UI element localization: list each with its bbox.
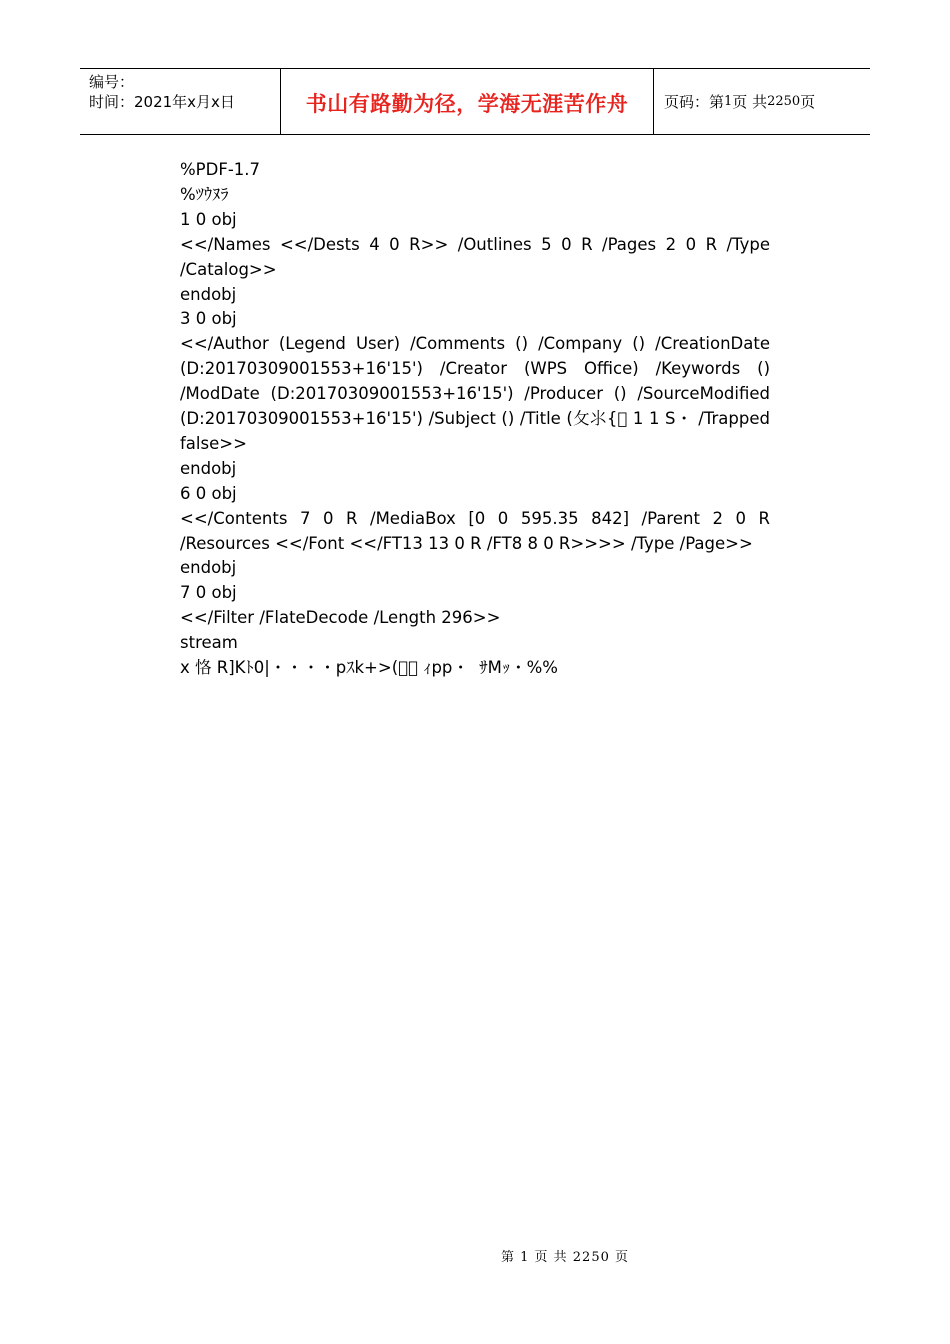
text-line: 6 0 obj xyxy=(180,483,237,503)
text-line: /Catalog>> xyxy=(180,259,277,279)
text-line: (D:20170309001553+16'15') /Subject () /Title (⺙⺢{  1 1 S・ /Trapped xyxy=(180,409,770,428)
text-line: 7 0 obj xyxy=(180,583,237,603)
text-line: 3 0 obj xyxy=(180,309,237,329)
text-line: x 恪 R]Kﾄ0|・・・・pｽk+>(   ｨpp・ ｻMｯ・%% xyxy=(180,658,558,678)
text-line: stream xyxy=(180,633,238,653)
text-line: endobj xyxy=(180,558,237,578)
header-motto-cell xyxy=(281,69,654,134)
text-line: false>> xyxy=(180,433,247,453)
text-line: /Resources <</Font <</FT13 13 0 R /FT8 8 0 R>>>> /Type /Page>> xyxy=(180,533,753,553)
text-line: /ModDate (D:20170309001553+16'15') /Producer () /SourceModified xyxy=(180,384,770,404)
page-suffix: 页 xyxy=(800,93,816,111)
serial-label: 编号： xyxy=(89,73,135,91)
text-line: <</Author (Legend User) /Comments () /Company () /CreationDate xyxy=(180,334,770,354)
text-line: <</Names <</Dests 4 0 R>> /Outlines 5 0 R /Pages 2 0 R /Type xyxy=(180,234,770,254)
text-line: <</Contents 7 0 R /MediaBox [0 0 595.35 842] /Parent 2 0 R xyxy=(180,508,770,528)
document-body xyxy=(180,158,770,681)
text-line: endobj xyxy=(180,458,237,478)
page-footer: 第 1 页 共 2250 页 xyxy=(500,1250,630,1265)
motto-text: 书山有路勤为径，学海无涯苦作舟 xyxy=(305,91,629,116)
time-label: 时间：2021年x月x日 xyxy=(89,93,235,111)
header-page-number xyxy=(654,69,870,134)
page-header xyxy=(80,68,870,135)
page-total: 2250 xyxy=(767,94,801,109)
page-mid: 页 共 xyxy=(732,93,768,111)
text-line: 1 0 obj xyxy=(180,209,237,229)
text-line: %ﾂｳﾇﾗ xyxy=(180,184,229,204)
header-meta xyxy=(80,69,281,134)
text-line: (D:20170309001553+16'15') /Creator (WPS Office) /Keywords () xyxy=(180,359,770,379)
text-line: %PDF-1.7 xyxy=(180,160,261,179)
page-prefix: 页码：第 xyxy=(664,93,725,111)
text-line: endobj xyxy=(180,284,237,304)
page-current: 1 xyxy=(724,94,733,109)
text-line: <</Filter /FlateDecode /Length 296>> xyxy=(180,608,501,628)
